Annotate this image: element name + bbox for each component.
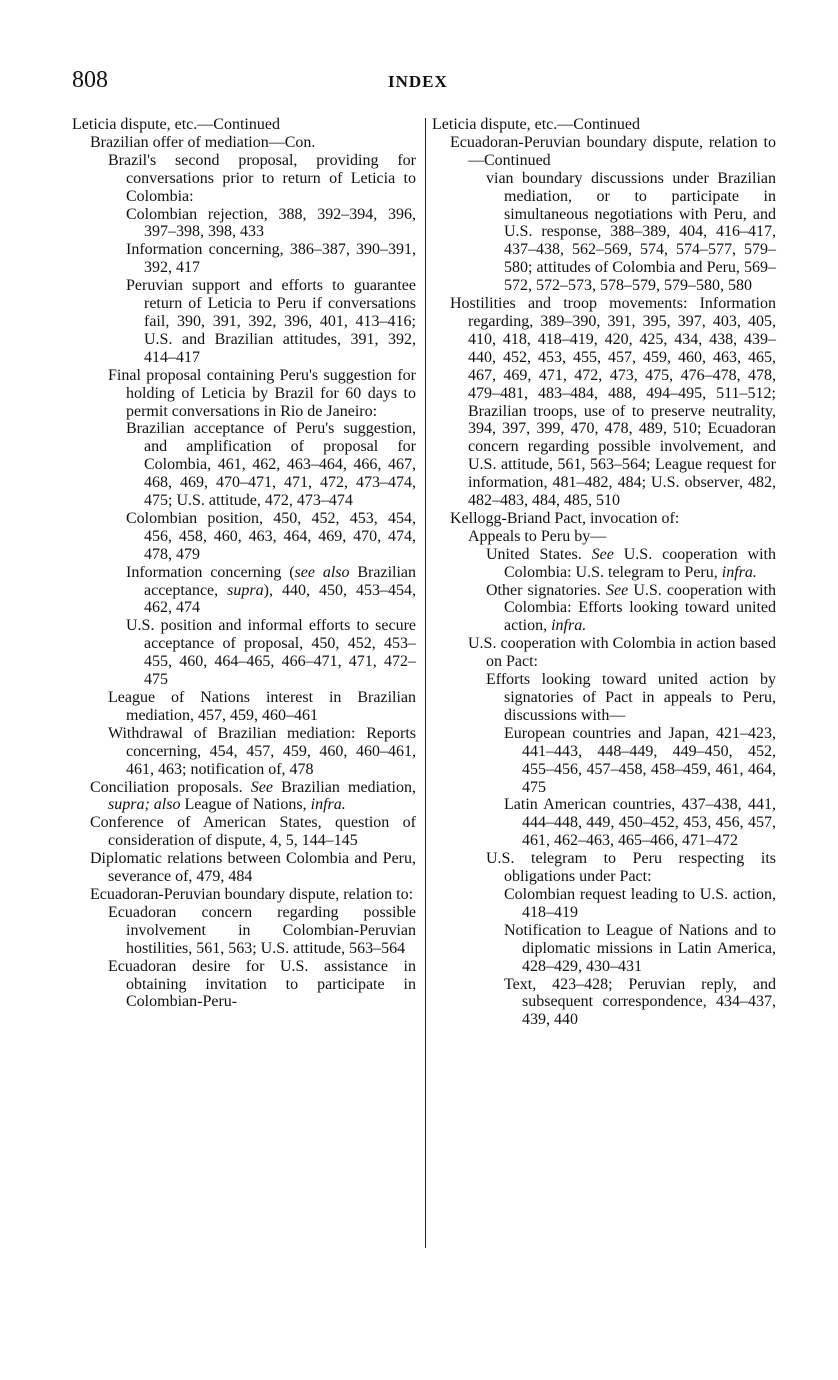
index-entry: Ecuadoran-Peruvian boundary dispute, relation to—Continued xyxy=(450,133,776,169)
index-entry: United States. See U.S. cooperation with Colombia: U.S. telegram to Peru, infra. xyxy=(486,545,776,581)
index-entry: Conciliation proposals. See Brazilian mediation, supra; also League of Nations, infra. xyxy=(90,778,416,814)
index-entry: European countries and Japan, 421–423, 441–443, 448–449, 449–450, 452, 455–456, 457–458, 458–459, 461, 464, 475 xyxy=(504,724,776,796)
index-entry: U.S. position and informal efforts to secure acceptance of proposal, 450, 452, 453–455, 460, 464–465, 466–471, 471, 472–475 xyxy=(126,617,416,689)
index-entry: Ecuadoran concern regarding possible involvement in Colombian-Peruvian hostilities, 561, 563; U.S. attitude, 563–564 xyxy=(108,903,416,957)
index-entry: Ecuadoran desire for U.S. assistance in obtaining invitation to participate in Colombian-Peru- xyxy=(108,957,416,1011)
index-entry: Efforts looking toward united action by signatories of Pact in appeals to Peru, discussions with— xyxy=(486,671,776,724)
index-entry: Peruvian support and efforts to guarantee return of Leticia to Peru if conversations fail, 390, 391, 392, 396, 401, 413–416; U.S. and Brazilian attitudes, 391, 392, 414–417 xyxy=(126,277,416,366)
index-entry: Notification to League of Nations and to diplomatic missions in Latin America, 428–429, 430–431 xyxy=(504,921,776,975)
index-entry: Brazilian acceptance of Peru's suggestion, and amplification of proposal for Colombia, 461, 462, 463–464, 466, 467, 468, 469, 470–471, 471, 472, 473–474, 475; U.S. attitude, 472, 473–474 xyxy=(126,420,416,510)
index-entry: Information concerning (see also Brazilian acceptance, supra), 440, 450, 453–454, 462, 474 xyxy=(126,563,417,617)
index-entry: Latin American countries, 437–438, 441, 444–448, 449, 450–452, 453, 456, 457, 461, 462–463, 465–466, 471–472 xyxy=(504,796,776,850)
index-entry: Hostilities and troop movements: Information regarding, 389–390, 391, 395, 397, 403, 405, 410, 418, 418–419, 420, 425, 434, 438, 439–440, 452, 453, 455, 457, 459, 460, 463, 465, 467, 469, 471, 472, 473, 475, 476–478, 478, 479–481, 483–484, 488, 494–495, 511–512; Brazilian troops, use of to preserve neutrality, 394, 397, 399, 470, 478, 489, 510; Ecuadoran concern regarding possible involvement, and U.S. attitude, 561, 563–564; League request for information, 481–482, 484; U.S. observer, 482, 482–483, 484, 485, 510 xyxy=(450,295,776,510)
index-entry: Text, 423–428; Peruvian reply, and subsequent correspondence, 434–437, 439, 440 xyxy=(504,975,776,1029)
index-entry: Diplomatic relations between Colombia and Peru, severance of, 479, 484 xyxy=(90,850,416,886)
index-entry: Leticia dispute, etc.—Continued xyxy=(432,116,640,133)
page-number: 808 xyxy=(72,67,108,93)
index-entry: U.S. cooperation with Colombia in action based on Pact: xyxy=(468,635,776,671)
index-entry: Other signatories. See U.S. cooperation with Colombia: Efforts looking toward united action, infra. xyxy=(486,581,776,635)
index-entry: Information concerning, 386–387, 390–391, 392, 417 xyxy=(126,241,416,277)
index-entry: Withdrawal of Brazilian mediation: Reports concerning, 454, 457, 459, 460, 460–461, 461, 463; notification of, 478 xyxy=(108,724,416,778)
index-entry: Final proposal containing Peru's suggestion for holding of Leticia by Brazil for 60 days to permit conversations in Rio de Janeiro: xyxy=(108,366,416,420)
index-entry: vian boundary discussions under Brazilian mediation, or to participate in simultaneous negotiations with Peru, and U.S. response, 388–389, 404, 416–417, 437–438, 562–569, 574, 574–577, 579–580; attitudes of Colombia and Peru, 569–572, 572–573, 578–579, 579–580, 580 xyxy=(486,169,776,295)
column-divider xyxy=(425,118,426,1248)
index-entry: Brazil's second proposal, providing for conversations prior to return of Leticia to Colombia: xyxy=(108,151,416,205)
index-entry: Brazilian offer of mediation—Con. xyxy=(90,133,316,151)
index-entry: Appeals to Peru by— xyxy=(468,527,607,545)
index-column-right xyxy=(432,116,776,1029)
index-entry: Kellogg-Briand Pact, invocation of: xyxy=(450,509,680,527)
index-entry: Conference of American States, question of consideration of dispute, 4, 5, 144–145 xyxy=(90,814,416,850)
index-column-left xyxy=(72,116,416,1011)
index-entry: Colombian rejection, 388, 392–394, 396, 397–398, 398, 433 xyxy=(126,205,416,241)
index-entry: Colombian position, 450, 452, 453, 454, 456, 458, 460, 463, 464, 469, 470, 474, 478, 479 xyxy=(126,509,416,563)
running-head: INDEX xyxy=(388,72,448,91)
index-entry: U.S. telegram to Peru respecting its obligations under Pact: xyxy=(486,850,776,886)
index-entry: Leticia dispute, etc.—Continued xyxy=(72,116,280,133)
index-entry: Colombian request leading to U.S. action, 418–419 xyxy=(504,885,776,921)
index-entry: League of Nations interest in Brazilian mediation, 457, 459, 460–461 xyxy=(108,689,416,724)
index-entry: Ecuadoran-Peruvian boundary dispute, relation to: xyxy=(90,885,414,903)
